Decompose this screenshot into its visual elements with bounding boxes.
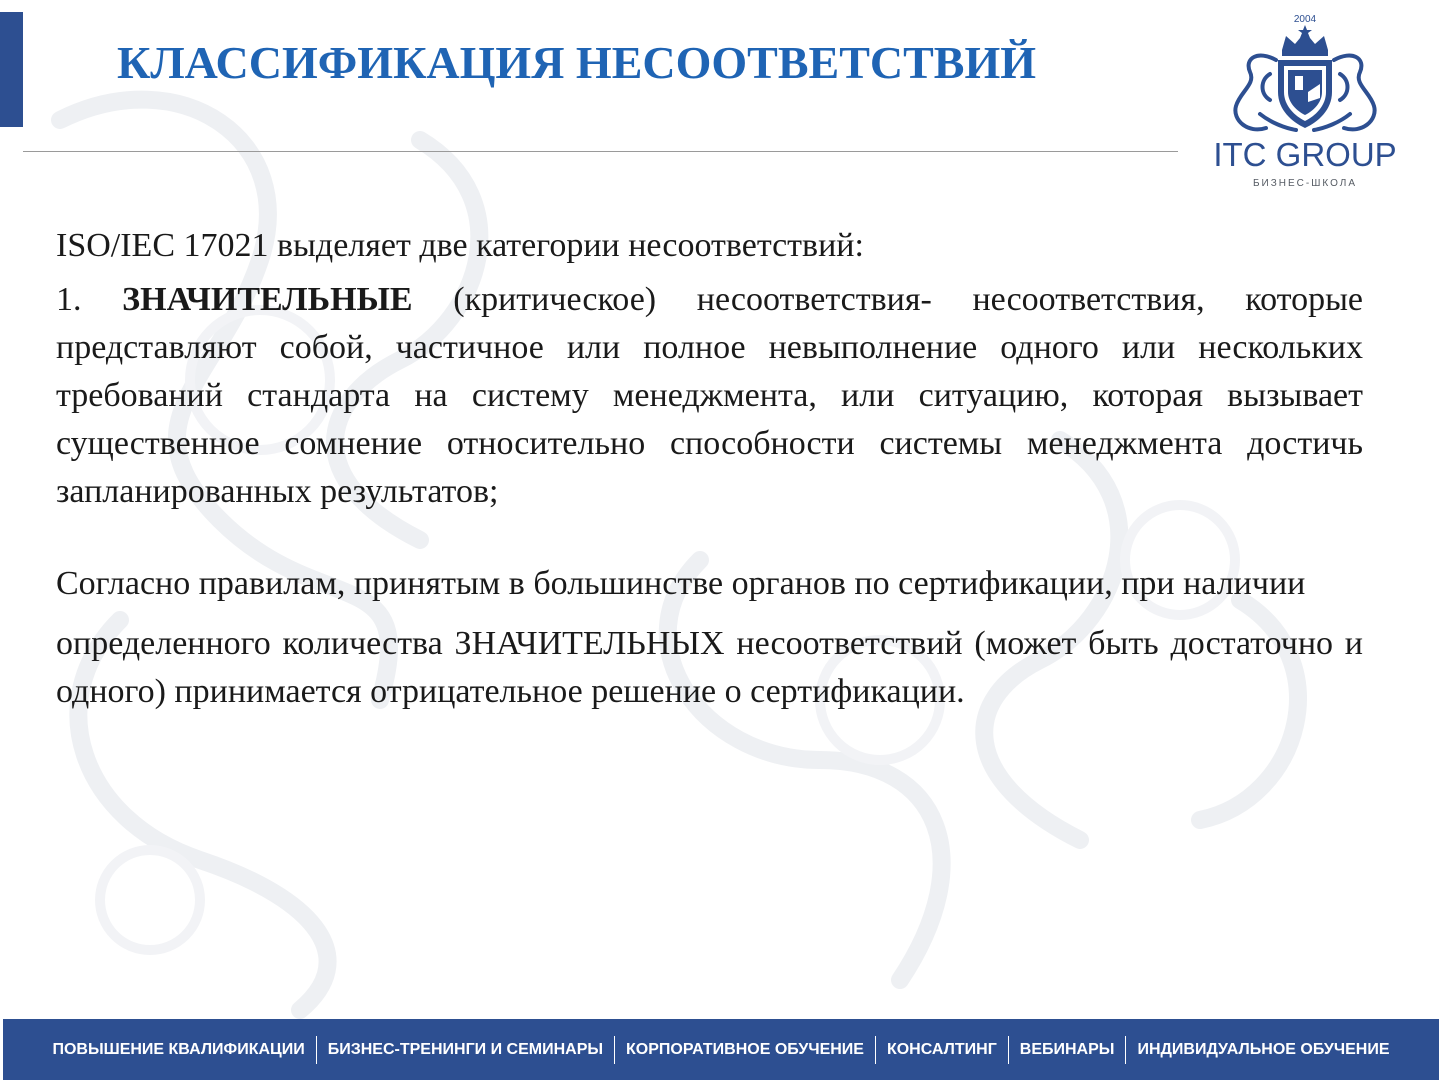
company-logo (1200, 10, 1410, 195)
decision-paragraph: определенного количества ЗНАЧИТЕЛЬНЫХ несоответствий (может быть достаточно и одного) принимается отрицательное решение о сертификации. (56, 625, 1363, 710)
title-divider (23, 151, 1178, 152)
footer-item-webinars[interactable]: ВЕБИНАРЫ (1019, 1040, 1115, 1058)
item-1-term: ЗНАЧИТЕЛЬНЫЕ (122, 281, 413, 318)
page-title: КЛАССИФИКАЦИЯ НЕСООТВЕТСТВИЙ (117, 37, 1037, 88)
footer-item-individual[interactable]: ИНДИВИДУАЛЬНОЕ ОБУЧЕНИЕ (1137, 1040, 1390, 1058)
footer-item-consulting[interactable]: КОНСАЛТИНГ (886, 1040, 997, 1058)
item-1-text: (критическое) несоответствия- несоответствия, которые представляют собой, частичное или полное невыполнение одного или нескольких требований стандарта на систему менеджмента, или ситуацию, которая вызывает существенное сомнение относительно способности системы менеджмента достичь запланированных результатов; (56, 281, 1363, 510)
footer-bar (3, 1019, 1439, 1080)
footer-item-trainings[interactable]: БИЗНЕС-ТРЕНИНГИ И СЕМИНАРЫ (327, 1040, 604, 1058)
intro-paragraph: ISO/IEC 17021 выделяет две категории несоответствий: (56, 227, 864, 264)
footer-item-corporate[interactable]: КОРПОРАТИВНОЕ ОБУЧЕНИЕ (626, 1040, 864, 1058)
logo-subtitle: БИЗНЕС-ШКОЛА (1252, 178, 1357, 189)
left-accent-bar (0, 12, 23, 127)
logo-year: 2004 (1293, 14, 1317, 25)
main-content (56, 222, 1363, 716)
item-1-number: 1. (56, 281, 82, 318)
item-1-paragraph (56, 276, 1363, 516)
rules-paragraph: Согласно правилам, принятым в большинстве органов по сертификации, при наличии (56, 565, 1306, 602)
crest-icon (1200, 10, 1410, 140)
logo-name: ITC GROUP (1213, 136, 1397, 173)
footer-item-qualification[interactable]: ПОВЫШЕНИЕ КВАЛИФИКАЦИИ (52, 1040, 305, 1058)
